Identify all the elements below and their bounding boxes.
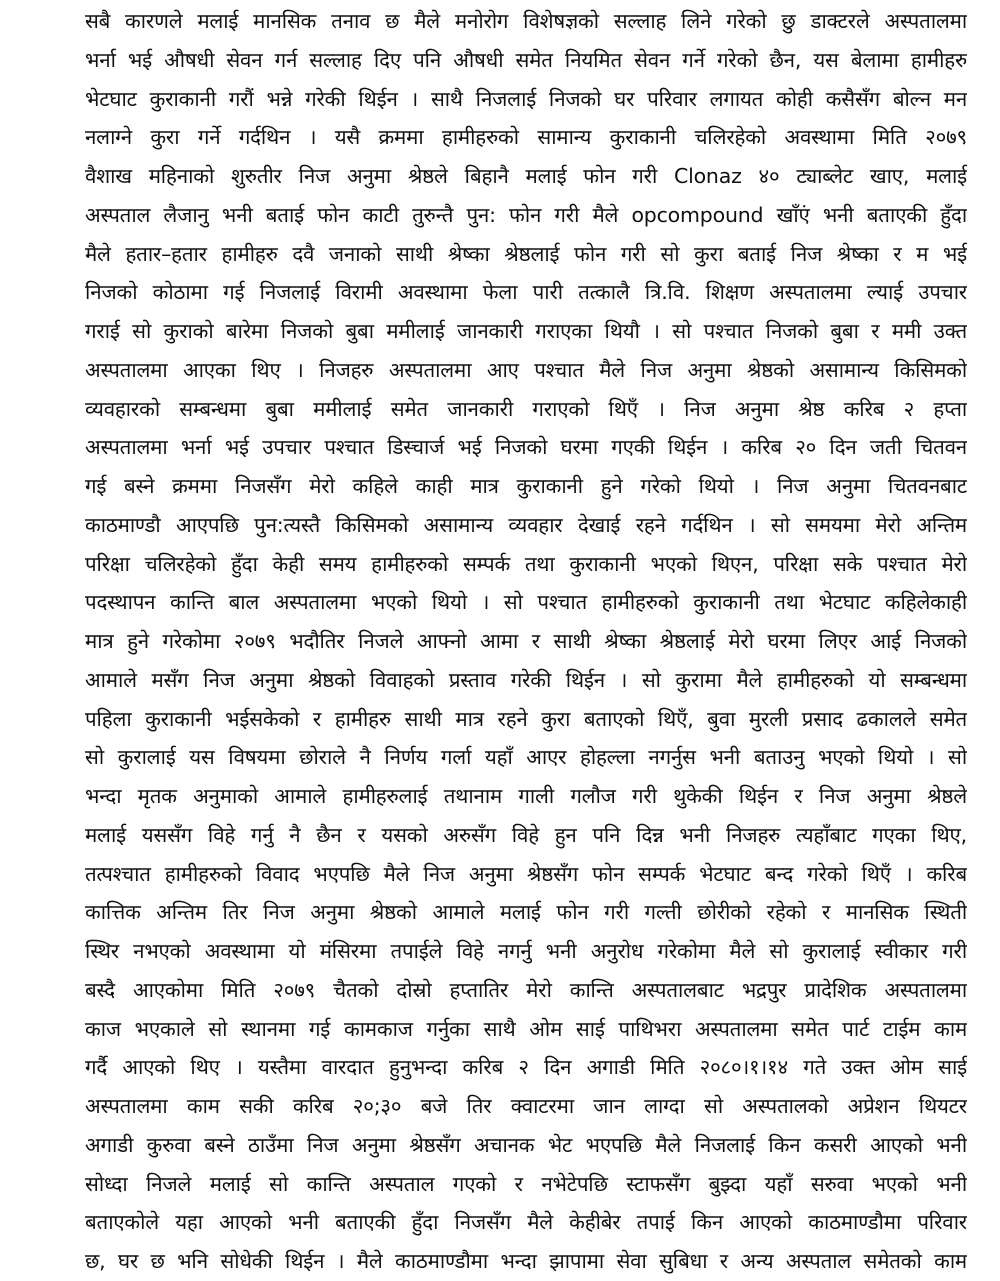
text-line-31: सोध्दा निजले मलाई सो कान्ति अस्पताल गएको र नभेटेपछि स्टाफसँग बुझ्दा यहाँ सरुवा भएको भनी [85, 1171, 967, 1196]
text-line-29: अस्पतालमा काम सकी करिब २०;३० बजे तिर क्वाटरमा जान लाग्दा सो अस्पतालको अप्रेशन थियटर [85, 1094, 967, 1118]
text-line-6: अस्पताल लैजानु भनी बताई फोन काटी तुरुन्तै पुन: फोन गरी मैले opcompound खाँएं भनी बताएकी हुँदा [85, 202, 967, 227]
text-line-18: आमाले मसँग निज अनुमा श्रेष्ठको विवाहको प्रस्ताव गरेकी थिईन । सो कुरामा मैले हामीहरुको यो सम्बन्धमा [85, 667, 967, 692]
text-line-10: अस्पतालमा आएका थिए । निजहरु अस्पतालमा आए पश्चात मैले निज अनुमा श्रेष्ठको असामान्य किसिमको [85, 357, 967, 382]
text-line-24: कात्तिक अन्तिम तिर निज अनुमा श्रेष्ठको आमाले मलाई फोन गरी गल्ती छोरीको रहेको र मानसिक स्थिती [85, 900, 967, 925]
text-line-15: परिक्षा चलिरहेको हुँदा केही समय हामीहरुको सम्पर्क तथा कुराकानी भएको थिएन, परिक्षा सके पश्चात मेरो [85, 551, 967, 576]
text-line-23: तत्पश्चात हामीहरुको विवाद भएपछि मैले निज अनुमा श्रेष्ठसँग फोन सम्पर्क भेटघाट बन्द गरेको थिएँ । करिब [85, 861, 967, 886]
text-line-7: मैले हतार–हतार हामीहरु दवै जनाको साथी श्रेष्का श्रेष्ठलाई फोन गरी सो कुरा बताई निज श्रेष्का र म भई [85, 241, 967, 266]
text-line-4: नलाग्ने कुरा गर्ने गर्दथिन । यसै क्रममा हामीहरुको सामान्य कुराकानी चलिरहेको अवस्थामा मिति २०७९ [85, 125, 967, 150]
text-line-28: गर्दै आएको थिए । यस्तैमा वारदात हुनुभन्दा करिब २ दिन अगाडी मिति २०८०।१।१४ गते उक्त ओम साई [85, 1055, 967, 1080]
text-line-19: पहिला कुराकानी भईसकेको र हामीहरु साथी मात्र रहने कुरा बताएको थिएँ, बुवा मुरली प्रसाद ढकालले समेत [85, 706, 967, 731]
text-line-21: भन्दा मृतक अनुमाको आमाले हामीहरुलाई तथानाम गाली गलौज गरी थुकेकी थिईन र निज अनुमा श्रेष्ठले [85, 784, 967, 808]
document-page [85, 2, 967, 1281]
text-line-32: बताएकोले यहा आएको भनी बताएकी हुँदा निजसँग मैले केहीबेर तपाई किन आएको काठमाण्डौमा परिवार [85, 1210, 967, 1235]
text-line-25: स्थिर नभएको अवस्थामा यो मंसिरमा तपाईले विहे नगर्नु भनी अनुरोध गरेकोमा मैले सो कुरालाई स्वीकार गरी [85, 939, 967, 963]
text-line-13: गई बस्ने क्रममा निजसँग मेरो कहिले काही मात्र कुराकानी हुने गरेको थियो । निज अनुमा चितवनबाट [85, 474, 967, 498]
text-line-26: बस्दै आएकोमा मिति २०७९ चैतको दोस्रो हप्तातिर मेरो कान्ति अस्पतालबाट भद्रपुर प्रादेशिक अस्पतालमा [85, 977, 967, 1002]
text-line-16: पदस्थापन कान्ति बाल अस्पतालमा भएको थियो । सो पश्चात हामीहरुको कुराकानी तथा भेटघाट कहिलेकाही [85, 590, 967, 615]
text-line-14: काठमाण्डौ आएपछि पुन:त्यस्तै किसिमको असामान्य व्यवहार देखाई रहने गर्दथिन । सो समयमा मेरो अन्तिम [85, 512, 967, 537]
text-line-8: निजको कोठामा गई निजलाई विरामी अवस्थामा फेला पारी तत्कालै त्रि.वि. शिक्षण अस्पतालमा ल्याई उपचार [85, 280, 967, 305]
text-line-30: अगाडी कुरुवा बस्ने ठाउँमा निज अनुमा श्रेष्ठसँग अचानक भेट भएपछि मैले निजलाई किन कसरी आएको भनी [85, 1132, 967, 1157]
text-line-3: भेटघाट कुराकानी गरौं भन्ने गरेकी थिईन । साथै निजलाई निजको घर परिवार लगायत कोही कसैसँग बोल्न मन [85, 86, 967, 111]
text-line-9: गराई सो कुराको बारेमा निजको बुबा ममीलाई जानकारी गराएका थियौ । सो पश्चात निजको बुबा र ममी उक्त [85, 319, 967, 343]
text-line-33: छ, घर छ भनि सोधेकी थिईन । मैले काठमाण्डौमा भन्दा झापामा सेवा सुबिधा र अन्य अस्पताल समेतको काम [85, 1249, 967, 1273]
text-line-27: काज भएकाले सो स्थानमा गई कामकाज गर्नुका साथै ओम साई पाथिभरा अस्पतालमा समेत पार्ट टाईम काम [85, 1016, 967, 1041]
text-line-12: अस्पतालमा भर्ना भई उपचार पश्चात डिस्चार्ज भई निजको घरमा गएकी थिईन । करिब २० दिन जती चितवन [85, 435, 967, 460]
text-line-17: मात्र हुने गरेकोमा २०७९ भदौतिर निजले आफ्नो आमा र साथी श्रेष्का श्रेष्ठलाई मेरो घरमा लिएर आई निजको [85, 629, 967, 653]
text-line-2: भर्ना भई औषधी सेवन गर्न सल्लाह दिए पनि औषधी समेत नियमित सेवन गर्ने गरेको छैन, यस बेलामा हामीहरु [85, 47, 967, 72]
text-line-20: सो कुरालाई यस विषयमा छोराले नै निर्णय गर्ला यहाँ आएर होहल्ला नगर्नुस भनी बताउनु भएको थियो । सो [85, 745, 967, 770]
text-line-1: सबै कारणले मलाई मानसिक तनाव छ मैले मनोरोग विशेषज्ञको सल्लाह लिने गरेको छु डाक्टरले अस्पतालमा [85, 9, 967, 33]
text-line-22: मलाई यससँग विहे गर्नु नै छैन र यसको अरुसँग विहे हुन पनि दिन्न भनी निजहरु त्यहाँबाट गएका थिए, [85, 822, 967, 847]
text-line-11: व्यवहारको सम्बन्धमा बुबा ममीलाई समेत जानकारी गराएको थिएँ । निज अनुमा श्रेष्ठ करिब २ हप्ता [85, 396, 967, 421]
text-line-5: वैशाख महिनाको शुरुतीर निज अनुमा श्रेष्ठले बिहानै मलाई फोन गरी Clonaz ४० ट्याब्लेट खाए, मलाई [85, 164, 967, 188]
